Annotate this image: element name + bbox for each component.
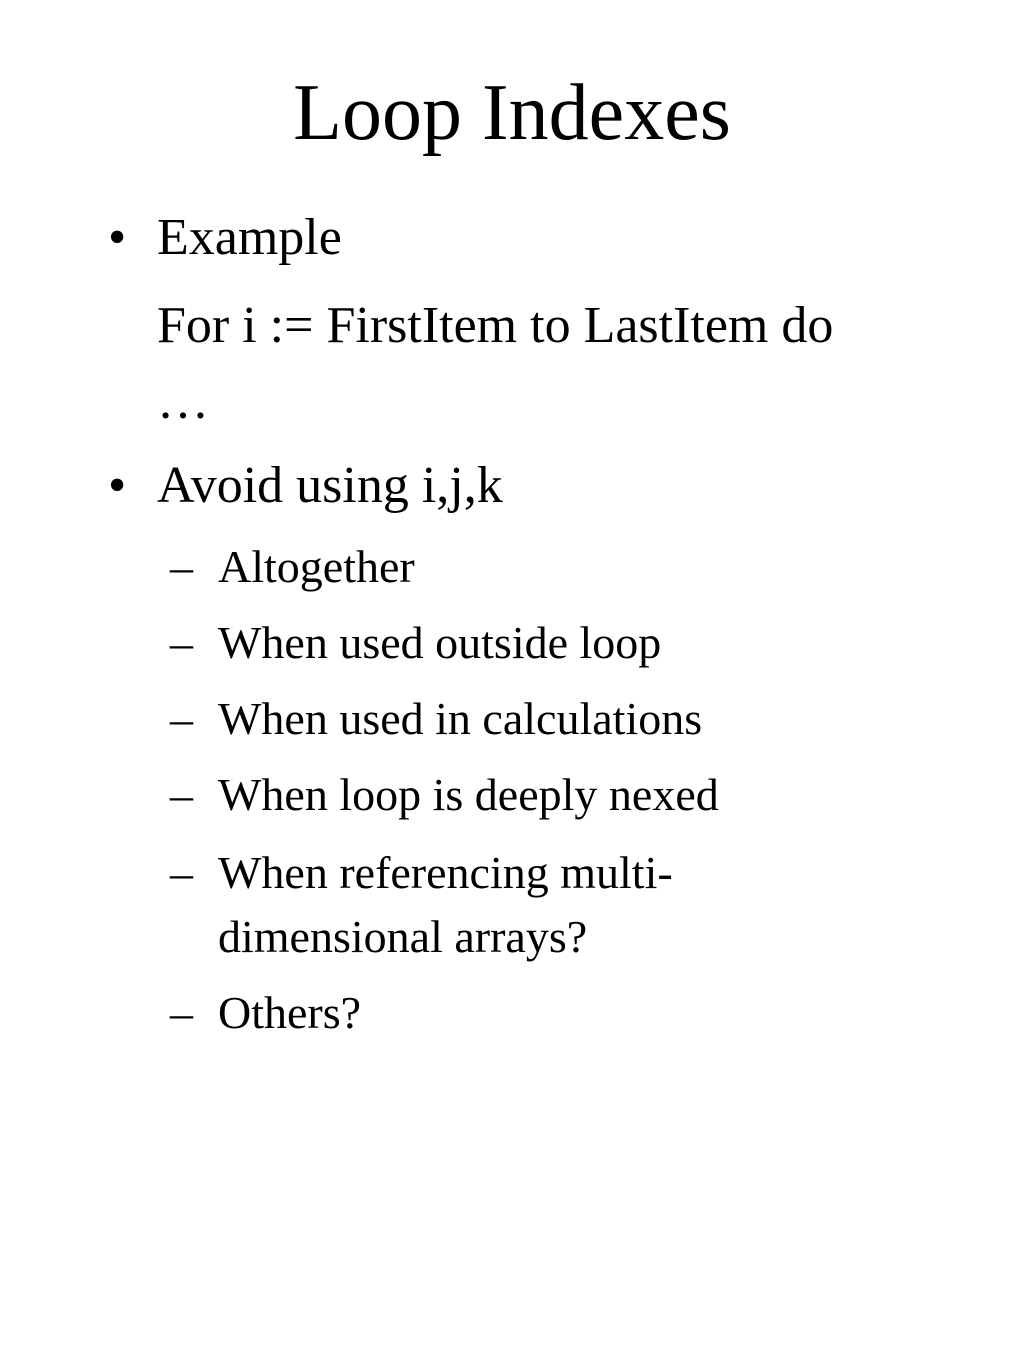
sub-item-others: Others?: [218, 987, 362, 1038]
bullet-marker: •: [108, 457, 127, 514]
bullet-avoid-ijk: Avoid using i,j,k: [157, 457, 503, 514]
sub-bullet-marker: –: [170, 769, 193, 820]
sub-item-multi-dim-line2: dimensional arrays?: [218, 911, 588, 962]
sub-item-altogether: Altogether: [218, 541, 415, 592]
bullet-marker: •: [108, 209, 127, 266]
sub-item-deeply-nexed: When loop is deeply nexed: [218, 769, 719, 820]
sub-item-multi-dim-line1: When referencing multi-: [218, 847, 673, 898]
code-line-ellipsis: …: [157, 373, 209, 430]
sub-bullet-marker: –: [170, 987, 193, 1038]
slide-title: Loop Indexes: [293, 69, 731, 157]
sub-item-calculations: When used in calculations: [218, 693, 703, 744]
bullet-example: Example: [157, 209, 342, 266]
code-line-for-loop: For i := FirstItem to LastItem do: [157, 297, 834, 354]
sub-bullet-marker: –: [170, 693, 193, 744]
sub-bullet-marker: –: [170, 847, 193, 898]
sub-bullet-marker: –: [170, 617, 193, 668]
sub-item-outside-loop: When used outside loop: [218, 617, 662, 668]
sub-bullet-marker: –: [170, 541, 193, 592]
